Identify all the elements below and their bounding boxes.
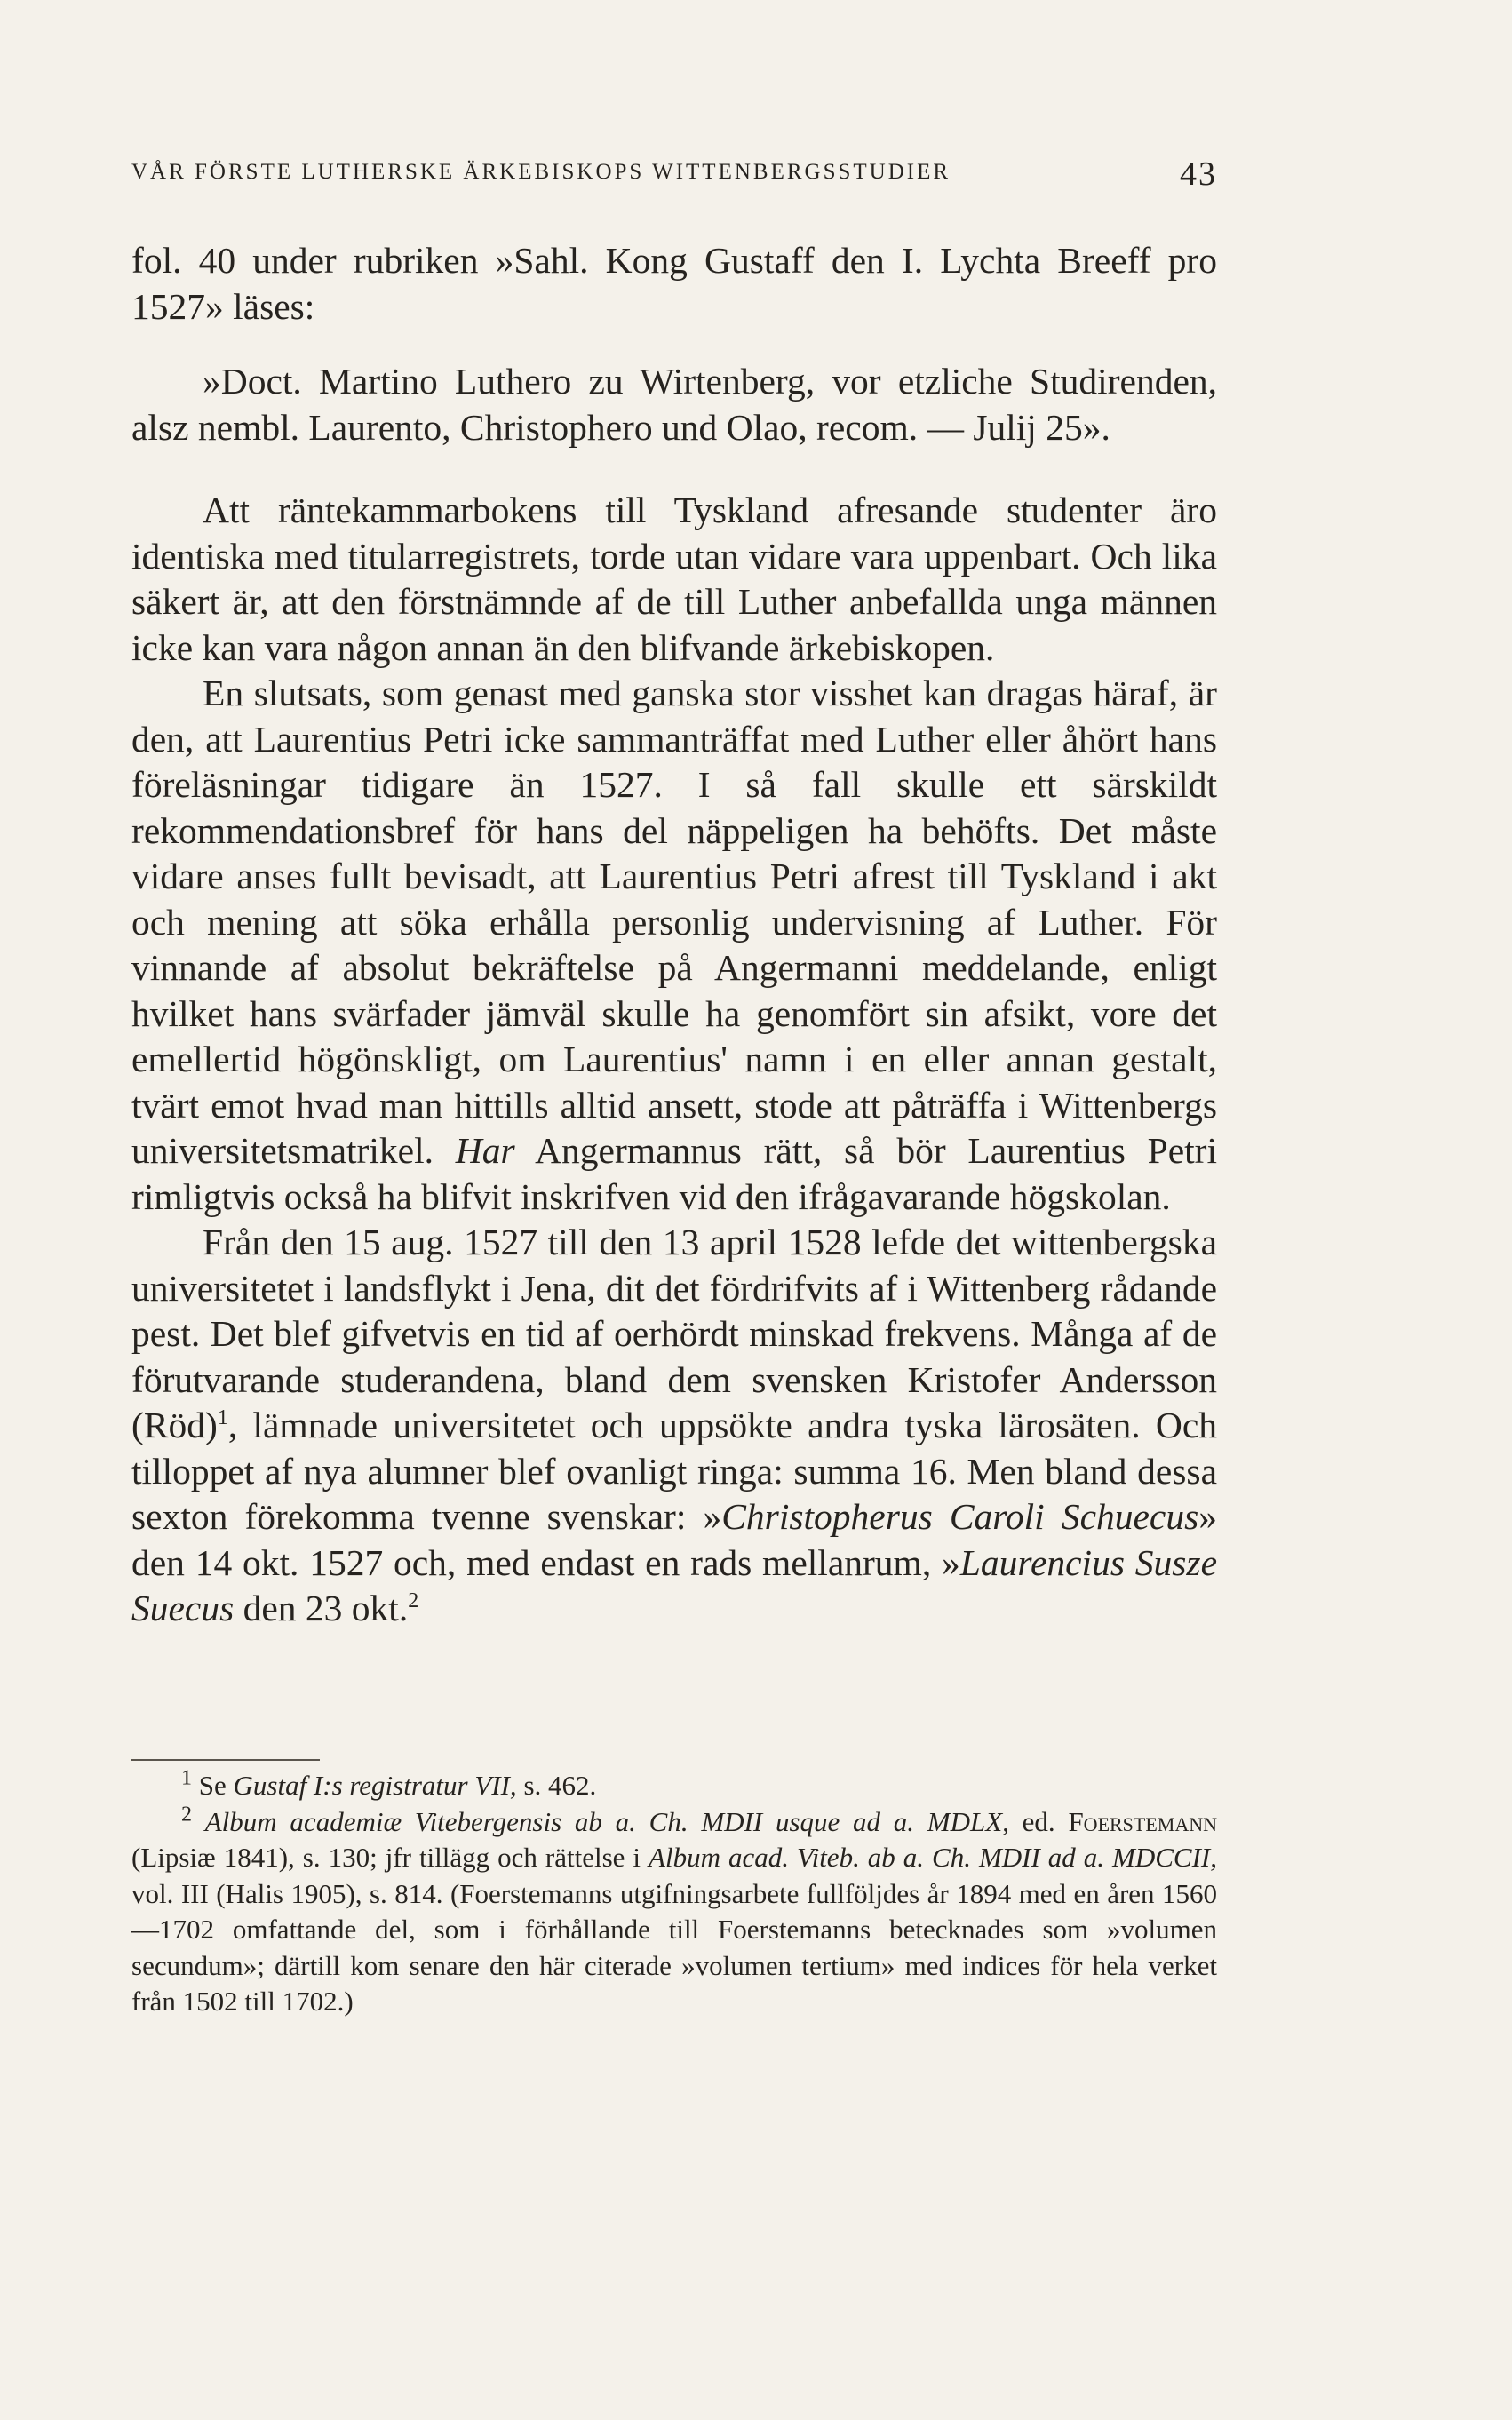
paragraph-4-italic: Har <box>455 1130 515 1171</box>
footnotes <box>131 1768 1217 2020</box>
footnote-ref-1: 1 <box>217 1406 228 1430</box>
paragraph-5-part-d: den 23 okt. <box>234 1588 409 1628</box>
paragraph-1: fol. 40 under rubriken »Sahl. Kong Gustaff den I. Lychta Breeff pro 1527» läses: <box>131 240 1217 327</box>
paragraph-5-part-a: Från den 15 aug. 1527 till den 13 april 1528 lefde det wittenbergska universitetet i landsflykt i Jena, dit det fördrifvits af i Wittenberg rådande pest. Det blef gifvetvis en tid af oerhördt minskad frekvens. Många af de förutvarande studerandena, bland dem svensken Kristofer Andersson (Röd) <box>131 1222 1217 1445</box>
paragraph-4-tail: Angermannus rätt, så bör Laurentius Petri rimligtvis också ha blifvit inskrifven vid den ifrågavarande högskolan. <box>131 1130 1217 1217</box>
footnote-ref-2: 2 <box>408 1589 419 1613</box>
footnote-2-text-a: ed. <box>1022 1805 1055 1837</box>
student-name-laurencius: Laurencius Susze Suecus <box>131 1541 1217 1628</box>
student-name-christopherus: Christopherus Caroli Schuecus <box>721 1496 1199 1537</box>
footnote-2-mark: 2 <box>181 1803 192 1827</box>
footnote-1-text-a: Se <box>198 1770 227 1801</box>
footnote-2-italic-2: Album acad. Viteb. ab a. Ch. MDII ad a. MDCCII, <box>649 1842 1218 1873</box>
body-text <box>131 238 1217 1632</box>
footnote-2-italic-1: Album academiæ Vitebergensis ab a. Ch. MDII usque ad a. MDLX, <box>204 1805 1009 1837</box>
footnote-2-smallcaps: Foerstemann <box>1068 1805 1218 1837</box>
paragraph-3: Att räntekammarbokens till Tyskland afresande studenter äro identiska med titularregistrets, torde utan vidare vara uppenbart. Och lika säkert är, att den förstnämnde af de till Luther anbefallda unga männen icke kan vara någon annan än den blifvande ärkebiskopen. <box>131 490 1217 668</box>
paragraph-5-part-c: » den 14 okt. 1527 och, med endast en rads mellanrum, » <box>131 1496 1217 1583</box>
footnote-1-mark: 1 <box>181 1766 192 1790</box>
page-number: 43 <box>1180 155 1217 193</box>
footnote-2-text-b: (Lipsiæ 1841), s. 130; jfr tillägg och rättelse i <box>131 1842 641 1873</box>
paragraph-4 <box>131 671 1217 1220</box>
footnote-1-text-b: s. 462. <box>523 1770 597 1801</box>
paragraph-2-quote: »Doct. Martino Luthero zu Wirtenberg, vor etzliche Studirenden, alsz nembl. Laurento, Christophero und Olao, recom. — Julij 25». <box>131 361 1217 448</box>
paragraph-4-main: En slutsats, som genast med ganska stor visshet kan dragas häraf, är den, att Laurentius Petri icke sammanträffat med Luther eller åhört hans föreläsningar tidigare än 1527. I så fall skulle ett särskildt rekommendationsbref för hans del näppeligen ha behöfts. Det måste vidare anses fullt bevisadt, att Laurentius Petri afrest till Tyskland i akt och mening att söka erhålla personlig undervisning af Luther. För vinnande af absolut bekräftelse på Angermanni meddelande, enligt hvilket hans svärfader jämväl skulle ha genomfört sin afsikt, vore det emellertid högönskligt, om Laurentius' namn i en eller annan gestalt, tvärt emot hvad man hittills alltid ansett, stode att påträffa i Wittenbergs universitetsmatrikel. <box>131 673 1217 1171</box>
paragraph-5-part-b: , lämnade universitetet och uppsökte andra tyska lärosäten. Och tilloppet af nya alumner blef ovanligt ringa: summa 16. Men bland dessa sexton förekomma tvenne svenskar: » <box>131 1405 1217 1537</box>
running-header <box>131 155 1217 193</box>
footnote-1-italic: Gustaf I:s registratur VII, <box>233 1770 517 1801</box>
running-title: VÅR FÖRSTE LUTHERSKE ÄRKEBISKOPS WITTENBERGSSTUDIER <box>131 160 951 184</box>
footnote-1 <box>131 1768 1217 1804</box>
footnote-rule <box>131 1759 320 1761</box>
footnote-2-text-c: vol. III (Halis 1905), s. 814. (Foerstemanns utgifningsarbete fullföljdes år 1894 med en åren 1560—1702 omfattande del, som i förhållande till Foerstemanns betecknades som »volumen secundum»; därtill kom senare den här citerade »volumen tertium» med indices för hela verket från 1502 till 1702.) <box>131 1877 1217 2017</box>
footnote-2 <box>131 1804 1217 2020</box>
paragraph-5 <box>131 1220 1217 1632</box>
